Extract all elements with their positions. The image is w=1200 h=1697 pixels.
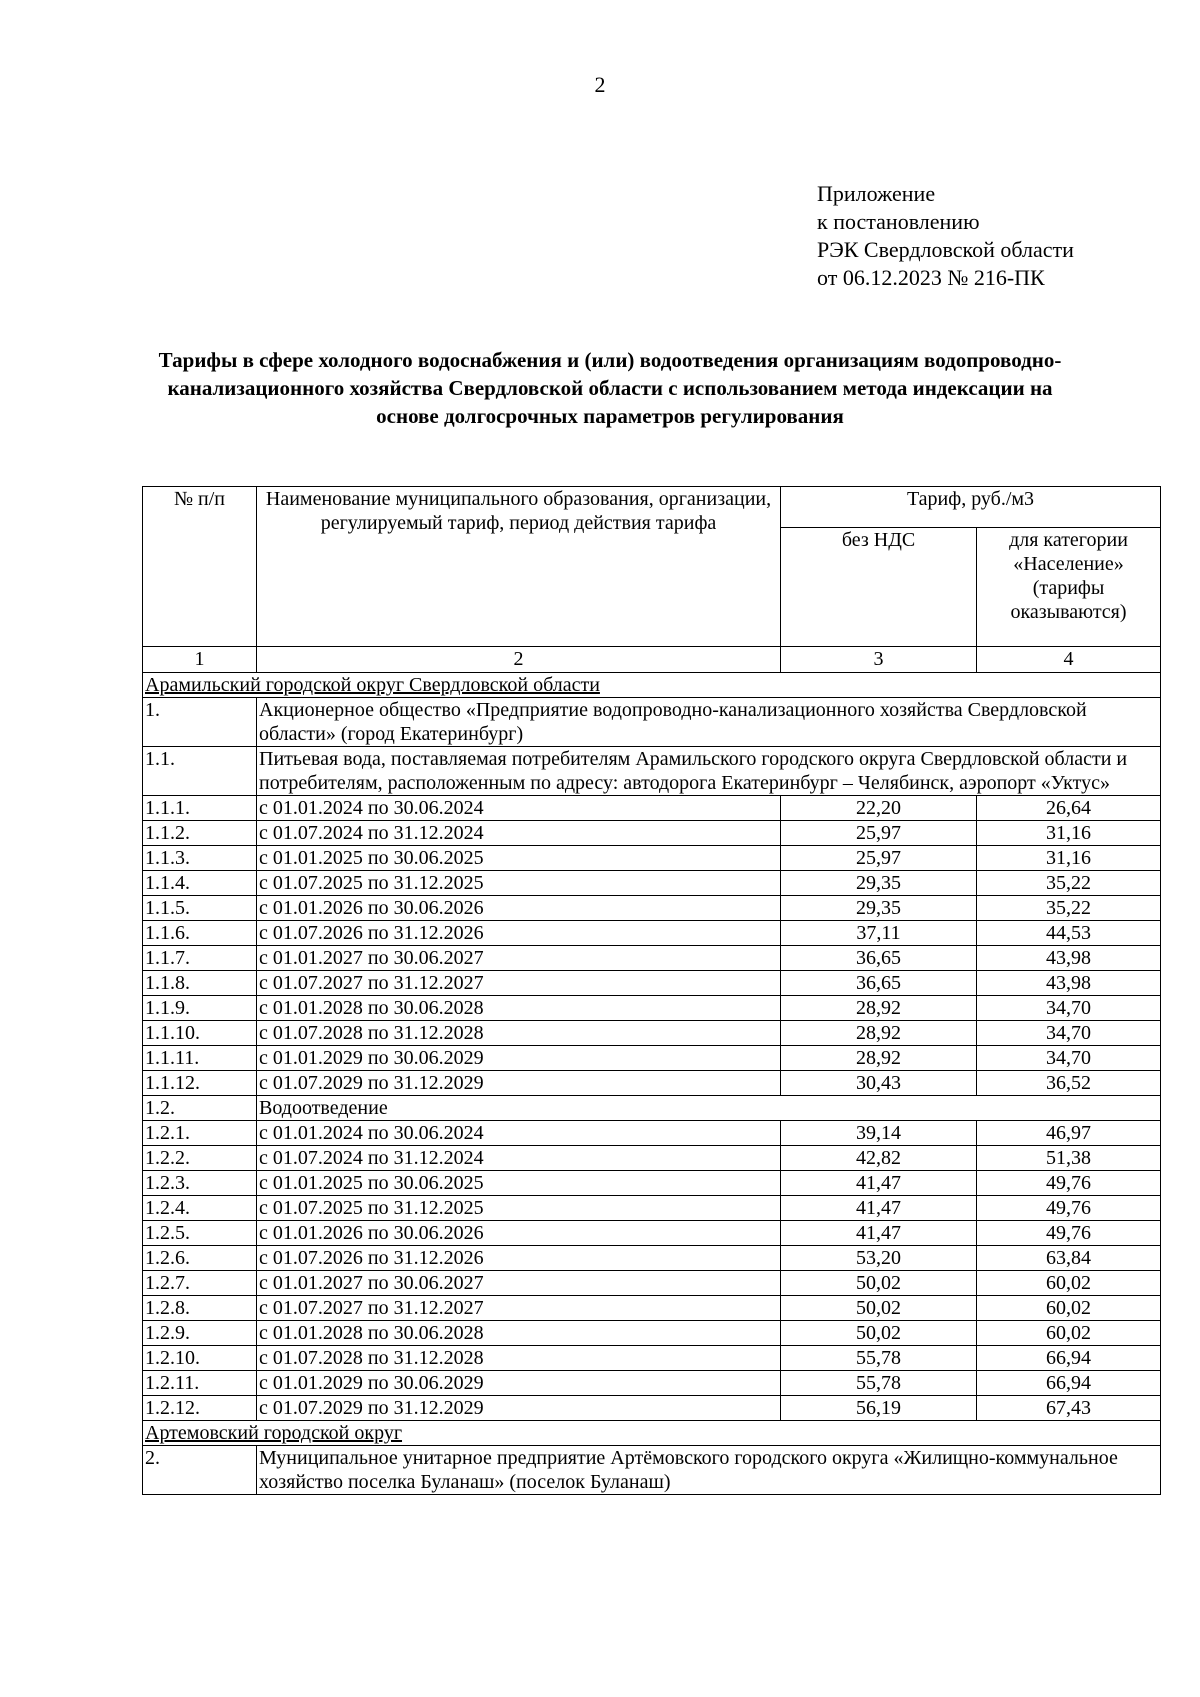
tariff-population: 49,76 — [977, 1171, 1161, 1196]
tariff-no-vat: 55,78 — [781, 1371, 977, 1396]
tariff-no-vat: 36,65 — [781, 946, 977, 971]
tariff-population: 36,52 — [977, 1071, 1161, 1096]
header-number: № п/п — [143, 487, 257, 647]
tariff-row — [143, 1271, 1161, 1296]
organization-row — [143, 1446, 1161, 1495]
tariff-row — [143, 921, 1161, 946]
tariff-no-vat: 28,92 — [781, 1046, 977, 1071]
tariff-no-vat: 42,82 — [781, 1146, 977, 1171]
tariff-period: с 01.01.2024 по 30.06.2024 — [257, 1121, 781, 1146]
tariff-period: с 01.01.2026 по 30.06.2026 — [257, 1221, 781, 1246]
tariff-population: 49,76 — [977, 1221, 1161, 1246]
tariff-population: 60,02 — [977, 1321, 1161, 1346]
column-number: 4 — [977, 647, 1161, 673]
row-number: 1.2.10. — [143, 1346, 257, 1371]
tariff-row — [143, 1021, 1161, 1046]
document-title: Тарифы в сфере холодного водоснабжения и (или) водоотведения организациям водопроводно-канализационного хозяйства Свердловской области с использованием метода индексации на основе долгосрочных параметров регулирования — [158, 348, 1062, 428]
tariff-period: с 01.01.2025 по 30.06.2025 — [257, 846, 781, 871]
organization-name: Муниципальное унитарное предприятие Артёмовского городского округа «Жилищно-коммунальное хозяйство поселка Буланаш» (поселок Буланаш) — [257, 1446, 1161, 1495]
row-number: 1.1.7. — [143, 946, 257, 971]
row-number: 1.2.3. — [143, 1171, 257, 1196]
tariff-population: 34,70 — [977, 1021, 1161, 1046]
tariff-population: 60,02 — [977, 1271, 1161, 1296]
appendix-block — [817, 180, 1074, 292]
tariff-row — [143, 1321, 1161, 1346]
tariff-period: с 01.01.2028 по 30.06.2028 — [257, 996, 781, 1021]
tariff-population: 46,97 — [977, 1121, 1161, 1146]
header-population: для категории «Население» (тарифы оказываются) — [977, 528, 1161, 647]
row-number: 1. — [143, 698, 257, 747]
row-number: 1.2.11. — [143, 1371, 257, 1396]
tariff-period: с 01.07.2028 по 31.12.2028 — [257, 1346, 781, 1371]
tariff-population: 66,94 — [977, 1346, 1161, 1371]
row-number: 1.2. — [143, 1096, 257, 1121]
tariff-period: с 01.01.2024 по 30.06.2024 — [257, 796, 781, 821]
row-number: 1.2.1. — [143, 1121, 257, 1146]
tariff-population: 63,84 — [977, 1246, 1161, 1271]
tariff-population: 31,16 — [977, 846, 1161, 871]
tariff-no-vat: 41,47 — [781, 1171, 977, 1196]
tariff-period: с 01.07.2029 по 31.12.2029 — [257, 1396, 781, 1421]
tariff-no-vat: 39,14 — [781, 1121, 977, 1146]
row-number: 1.2.5. — [143, 1221, 257, 1246]
tariff-no-vat: 30,43 — [781, 1071, 977, 1096]
row-number: 2. — [143, 1446, 257, 1495]
organization-row — [143, 698, 1161, 747]
tariff-period: с 01.07.2025 по 31.12.2025 — [257, 1196, 781, 1221]
tariff-period: с 01.01.2027 по 30.06.2027 — [257, 1271, 781, 1296]
tariff-period: с 01.07.2024 по 31.12.2024 — [257, 821, 781, 846]
tariff-no-vat: 50,02 — [781, 1271, 977, 1296]
tariff-row — [143, 796, 1161, 821]
tariff-row — [143, 1221, 1161, 1246]
row-number: 1.2.8. — [143, 1296, 257, 1321]
tariff-no-vat: 29,35 — [781, 871, 977, 896]
tariff-row — [143, 946, 1161, 971]
tariff-population: 67,43 — [977, 1396, 1161, 1421]
tariff-table — [142, 486, 1161, 1495]
tariff-no-vat: 25,97 — [781, 846, 977, 871]
section-title: Арамильский городской округ Свердловской области — [143, 673, 1161, 698]
tariff-no-vat: 28,92 — [781, 996, 977, 1021]
tariff-no-vat: 56,19 — [781, 1396, 977, 1421]
page-number: 2 — [594, 72, 606, 97]
appendix-line: от 06.12.2023 № 216-ПК — [817, 265, 1045, 290]
tariff-period: с 01.01.2026 по 30.06.2026 — [257, 896, 781, 921]
row-number: 1.2.4. — [143, 1196, 257, 1221]
row-number: 1.1.2. — [143, 821, 257, 846]
tariff-period: с 01.07.2028 по 31.12.2028 — [257, 1021, 781, 1046]
row-number: 1.2.6. — [143, 1246, 257, 1271]
tariff-population: 31,16 — [977, 821, 1161, 846]
column-number-row — [143, 647, 1161, 673]
header-name: Наименование муниципального образования, организации, регулируемый тариф, период действия тарифа — [257, 487, 781, 647]
tariff-row — [143, 1046, 1161, 1071]
header-tariff-group: Тариф, руб./м3 — [781, 487, 1161, 528]
tariff-period: с 01.01.2027 по 30.06.2027 — [257, 946, 781, 971]
tariff-population: 35,22 — [977, 871, 1161, 896]
service-row — [143, 1096, 1161, 1121]
tariff-population: 43,98 — [977, 946, 1161, 971]
tariff-no-vat: 50,02 — [781, 1296, 977, 1321]
column-number: 3 — [781, 647, 977, 673]
tariff-row — [143, 871, 1161, 896]
tariff-period: с 01.07.2027 по 31.12.2027 — [257, 1296, 781, 1321]
tariff-period: с 01.07.2025 по 31.12.2025 — [257, 871, 781, 896]
tariff-period: с 01.07.2029 по 31.12.2029 — [257, 1071, 781, 1096]
tariff-period: с 01.07.2024 по 31.12.2024 — [257, 1146, 781, 1171]
tariff-row — [143, 996, 1161, 1021]
tariff-no-vat: 55,78 — [781, 1346, 977, 1371]
tariff-row — [143, 821, 1161, 846]
tariff-period: с 01.01.2028 по 30.06.2028 — [257, 1321, 781, 1346]
tariff-period: с 01.07.2026 по 31.12.2026 — [257, 921, 781, 946]
tariff-no-vat: 29,35 — [781, 896, 977, 921]
tariff-row — [143, 971, 1161, 996]
tariff-row — [143, 1246, 1161, 1271]
tariff-no-vat: 50,02 — [781, 1321, 977, 1346]
tariff-no-vat: 37,11 — [781, 921, 977, 946]
column-number: 1 — [143, 647, 257, 673]
tariff-population: 34,70 — [977, 1046, 1161, 1071]
service-name: Водоотведение — [257, 1096, 1161, 1121]
tariff-row — [143, 1346, 1161, 1371]
row-number: 1.1.12. — [143, 1071, 257, 1096]
tariff-period: с 01.01.2029 по 30.06.2029 — [257, 1371, 781, 1396]
row-number: 1.2.7. — [143, 1271, 257, 1296]
tariff-population: 51,38 — [977, 1146, 1161, 1171]
tariff-no-vat: 41,47 — [781, 1221, 977, 1246]
organization-name: Акционерное общество «Предприятие водопроводно-канализационного хозяйства Свердловской области» (город Екатеринбург) — [257, 698, 1161, 747]
tariff-period: с 01.01.2025 по 30.06.2025 — [257, 1171, 781, 1196]
tariff-no-vat: 25,97 — [781, 821, 977, 846]
tariff-population: 43,98 — [977, 971, 1161, 996]
appendix-line: РЭК Свердловской области — [817, 237, 1074, 262]
row-number: 1.1.5. — [143, 896, 257, 921]
tariff-row — [143, 1371, 1161, 1396]
section-title: Артемовский городской округ — [143, 1421, 1161, 1446]
row-number: 1.1.10. — [143, 1021, 257, 1046]
tariff-row — [143, 1121, 1161, 1146]
row-number: 1.1.9. — [143, 996, 257, 1021]
tariff-population: 35,22 — [977, 896, 1161, 921]
tariff-population: 60,02 — [977, 1296, 1161, 1321]
tariff-no-vat: 41,47 — [781, 1196, 977, 1221]
column-number: 2 — [257, 647, 781, 673]
tariff-period: с 01.07.2026 по 31.12.2026 — [257, 1246, 781, 1271]
tariff-population: 49,76 — [977, 1196, 1161, 1221]
row-number: 1.1.6. — [143, 921, 257, 946]
tariff-no-vat: 22,20 — [781, 796, 977, 821]
row-number: 1.2.9. — [143, 1321, 257, 1346]
tariff-row — [143, 1071, 1161, 1096]
tariff-no-vat: 28,92 — [781, 1021, 977, 1046]
service-name: Питьевая вода, поставляемая потребителям Арамильского городского округа Свердловской области и потребителям, расположенным по адресу: автодорога Екатеринбург – Челябинск, аэропорт «Уктус» — [257, 747, 1161, 796]
appendix-line: Приложение — [817, 181, 936, 206]
tariff-row — [143, 1296, 1161, 1321]
row-number: 1.1.3. — [143, 846, 257, 871]
tariff-population: 26,64 — [977, 796, 1161, 821]
section-row — [143, 673, 1161, 698]
tariff-population: 44,53 — [977, 921, 1161, 946]
tariff-row — [143, 1146, 1161, 1171]
tariff-row — [143, 896, 1161, 921]
row-number: 1.1.1. — [143, 796, 257, 821]
appendix-line: к постановлению — [817, 209, 980, 234]
tariff-period: с 01.01.2029 по 30.06.2029 — [257, 1046, 781, 1071]
tariff-row — [143, 846, 1161, 871]
tariff-population: 66,94 — [977, 1371, 1161, 1396]
row-number: 1.1.11. — [143, 1046, 257, 1071]
row-number: 1.1.4. — [143, 871, 257, 896]
row-number: 1.1.8. — [143, 971, 257, 996]
tariff-row — [143, 1396, 1161, 1421]
service-row — [143, 747, 1161, 796]
tariff-population: 34,70 — [977, 996, 1161, 1021]
section-row — [143, 1421, 1161, 1446]
row-number: 1.1. — [143, 747, 257, 796]
tariff-period: с 01.07.2027 по 31.12.2027 — [257, 971, 781, 996]
tariff-row — [143, 1196, 1161, 1221]
row-number: 1.2.2. — [143, 1146, 257, 1171]
row-number: 1.2.12. — [143, 1396, 257, 1421]
tariff-no-vat: 36,65 — [781, 971, 977, 996]
tariff-no-vat: 53,20 — [781, 1246, 977, 1271]
tariff-row — [143, 1171, 1161, 1196]
header-no-vat: без НДС — [781, 528, 977, 647]
